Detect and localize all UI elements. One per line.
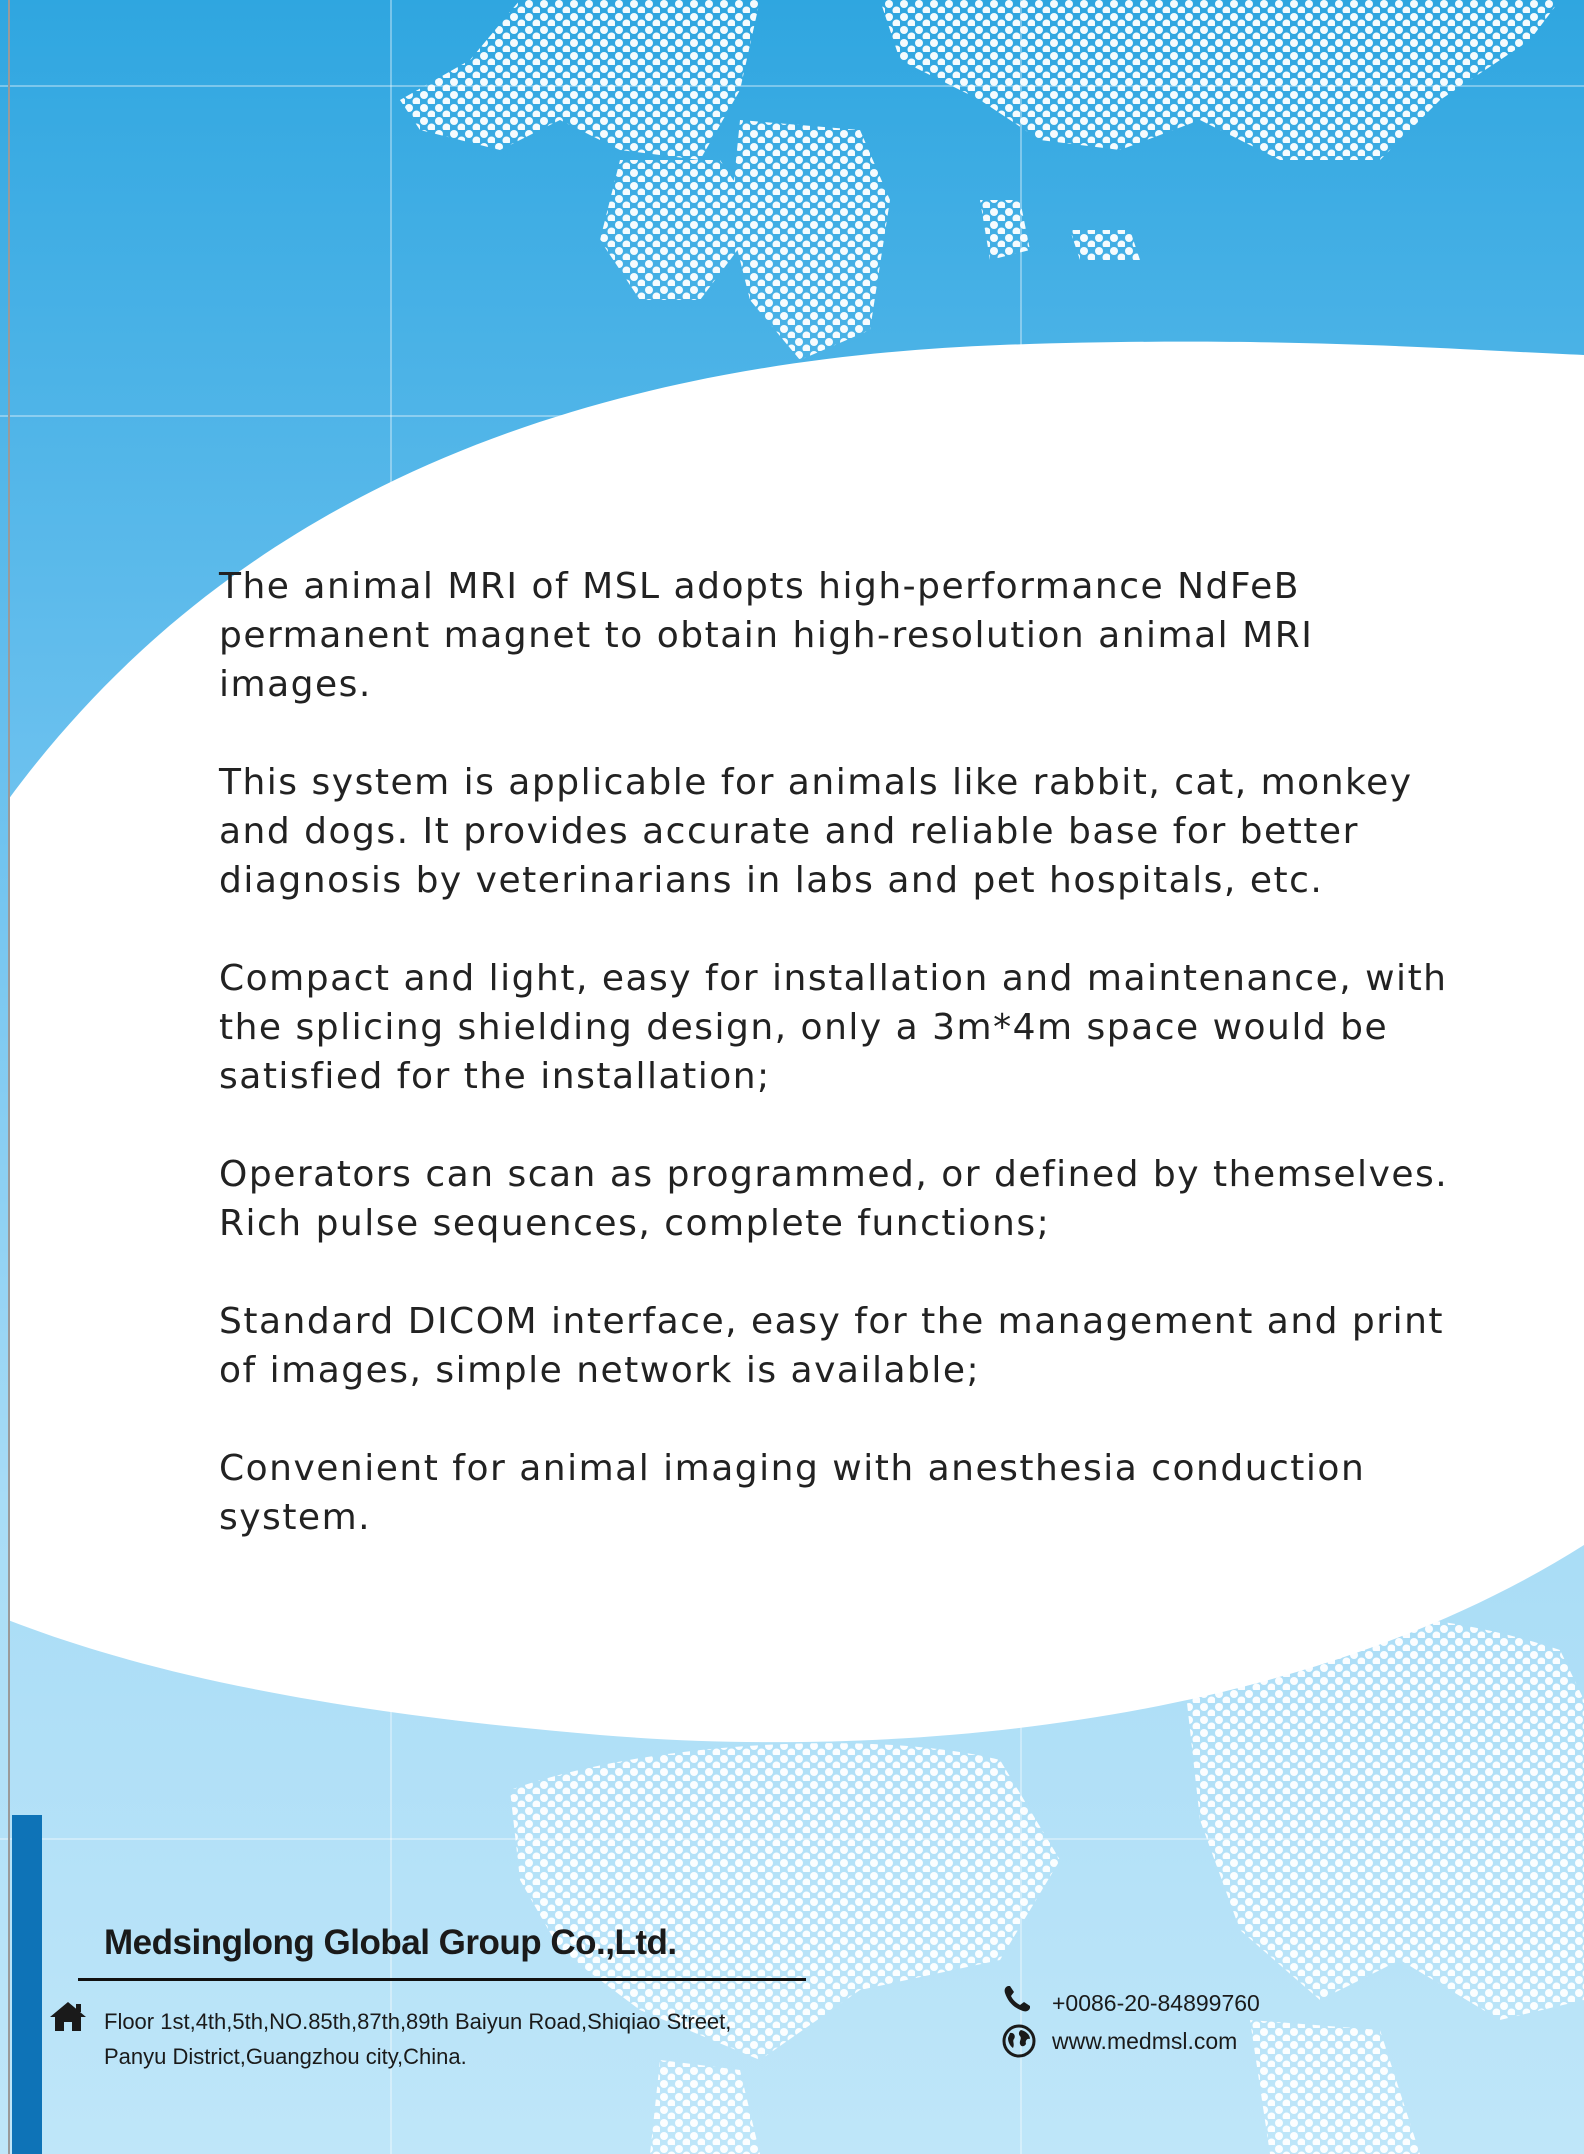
phone-icon bbox=[1002, 1984, 1032, 2014]
map-dots-top bbox=[400, 0, 1560, 360]
address-line-2: Panyu District,Guangzhou city,China. bbox=[104, 2044, 467, 2069]
paragraph-applicability: This system is applicable for animals like rabbit, cat, monkey and dogs. It provides accurate and reliable base for better diagnosis by veterinarians in labs and pet hospitals, etc. bbox=[219, 762, 1413, 901]
contact-info bbox=[1052, 1984, 1260, 2060]
paragraph-intro: The animal MRI of MSL adopts high-performance NdFeB permanent magnet to obtain high-resolution animal MRI images. bbox=[219, 566, 1314, 705]
address-line-1: Floor 1st,4th,5th,NO.85th,87th,89th Baiyun Road,Shiqiao Street, bbox=[104, 2009, 732, 2034]
website-link[interactable]: www.medmsl.com bbox=[1052, 2028, 1238, 2054]
paragraph-dicom: Standard DICOM interface, easy for the management and print of images, simple network is available; bbox=[219, 1301, 1445, 1391]
company-underline bbox=[78, 1978, 806, 1981]
left-border-rule bbox=[8, 0, 10, 2154]
footer-accent-bar bbox=[12, 1815, 42, 2154]
paragraph-installation: Compact and light, easy for installation and maintenance, with the splicing shielding design, only a 3m*4m space would be satisfied for the installation; bbox=[219, 958, 1448, 1097]
paragraph-anesthesia: Convenient for animal imaging with anesthesia conduction system. bbox=[219, 1448, 1366, 1538]
globe-icon bbox=[1002, 2024, 1036, 2058]
paragraph-operation: Operators can scan as programmed, or defined by themselves. Rich pulse sequences, complete functions; bbox=[219, 1154, 1449, 1244]
company-name: Medsinglong Global Group Co.,Ltd. bbox=[104, 1923, 677, 1962]
company-address bbox=[104, 2004, 731, 2074]
phone-number: +0086-20-84899760 bbox=[1052, 1990, 1260, 2016]
home-icon bbox=[48, 2000, 88, 2032]
description-text bbox=[219, 562, 1479, 1591]
